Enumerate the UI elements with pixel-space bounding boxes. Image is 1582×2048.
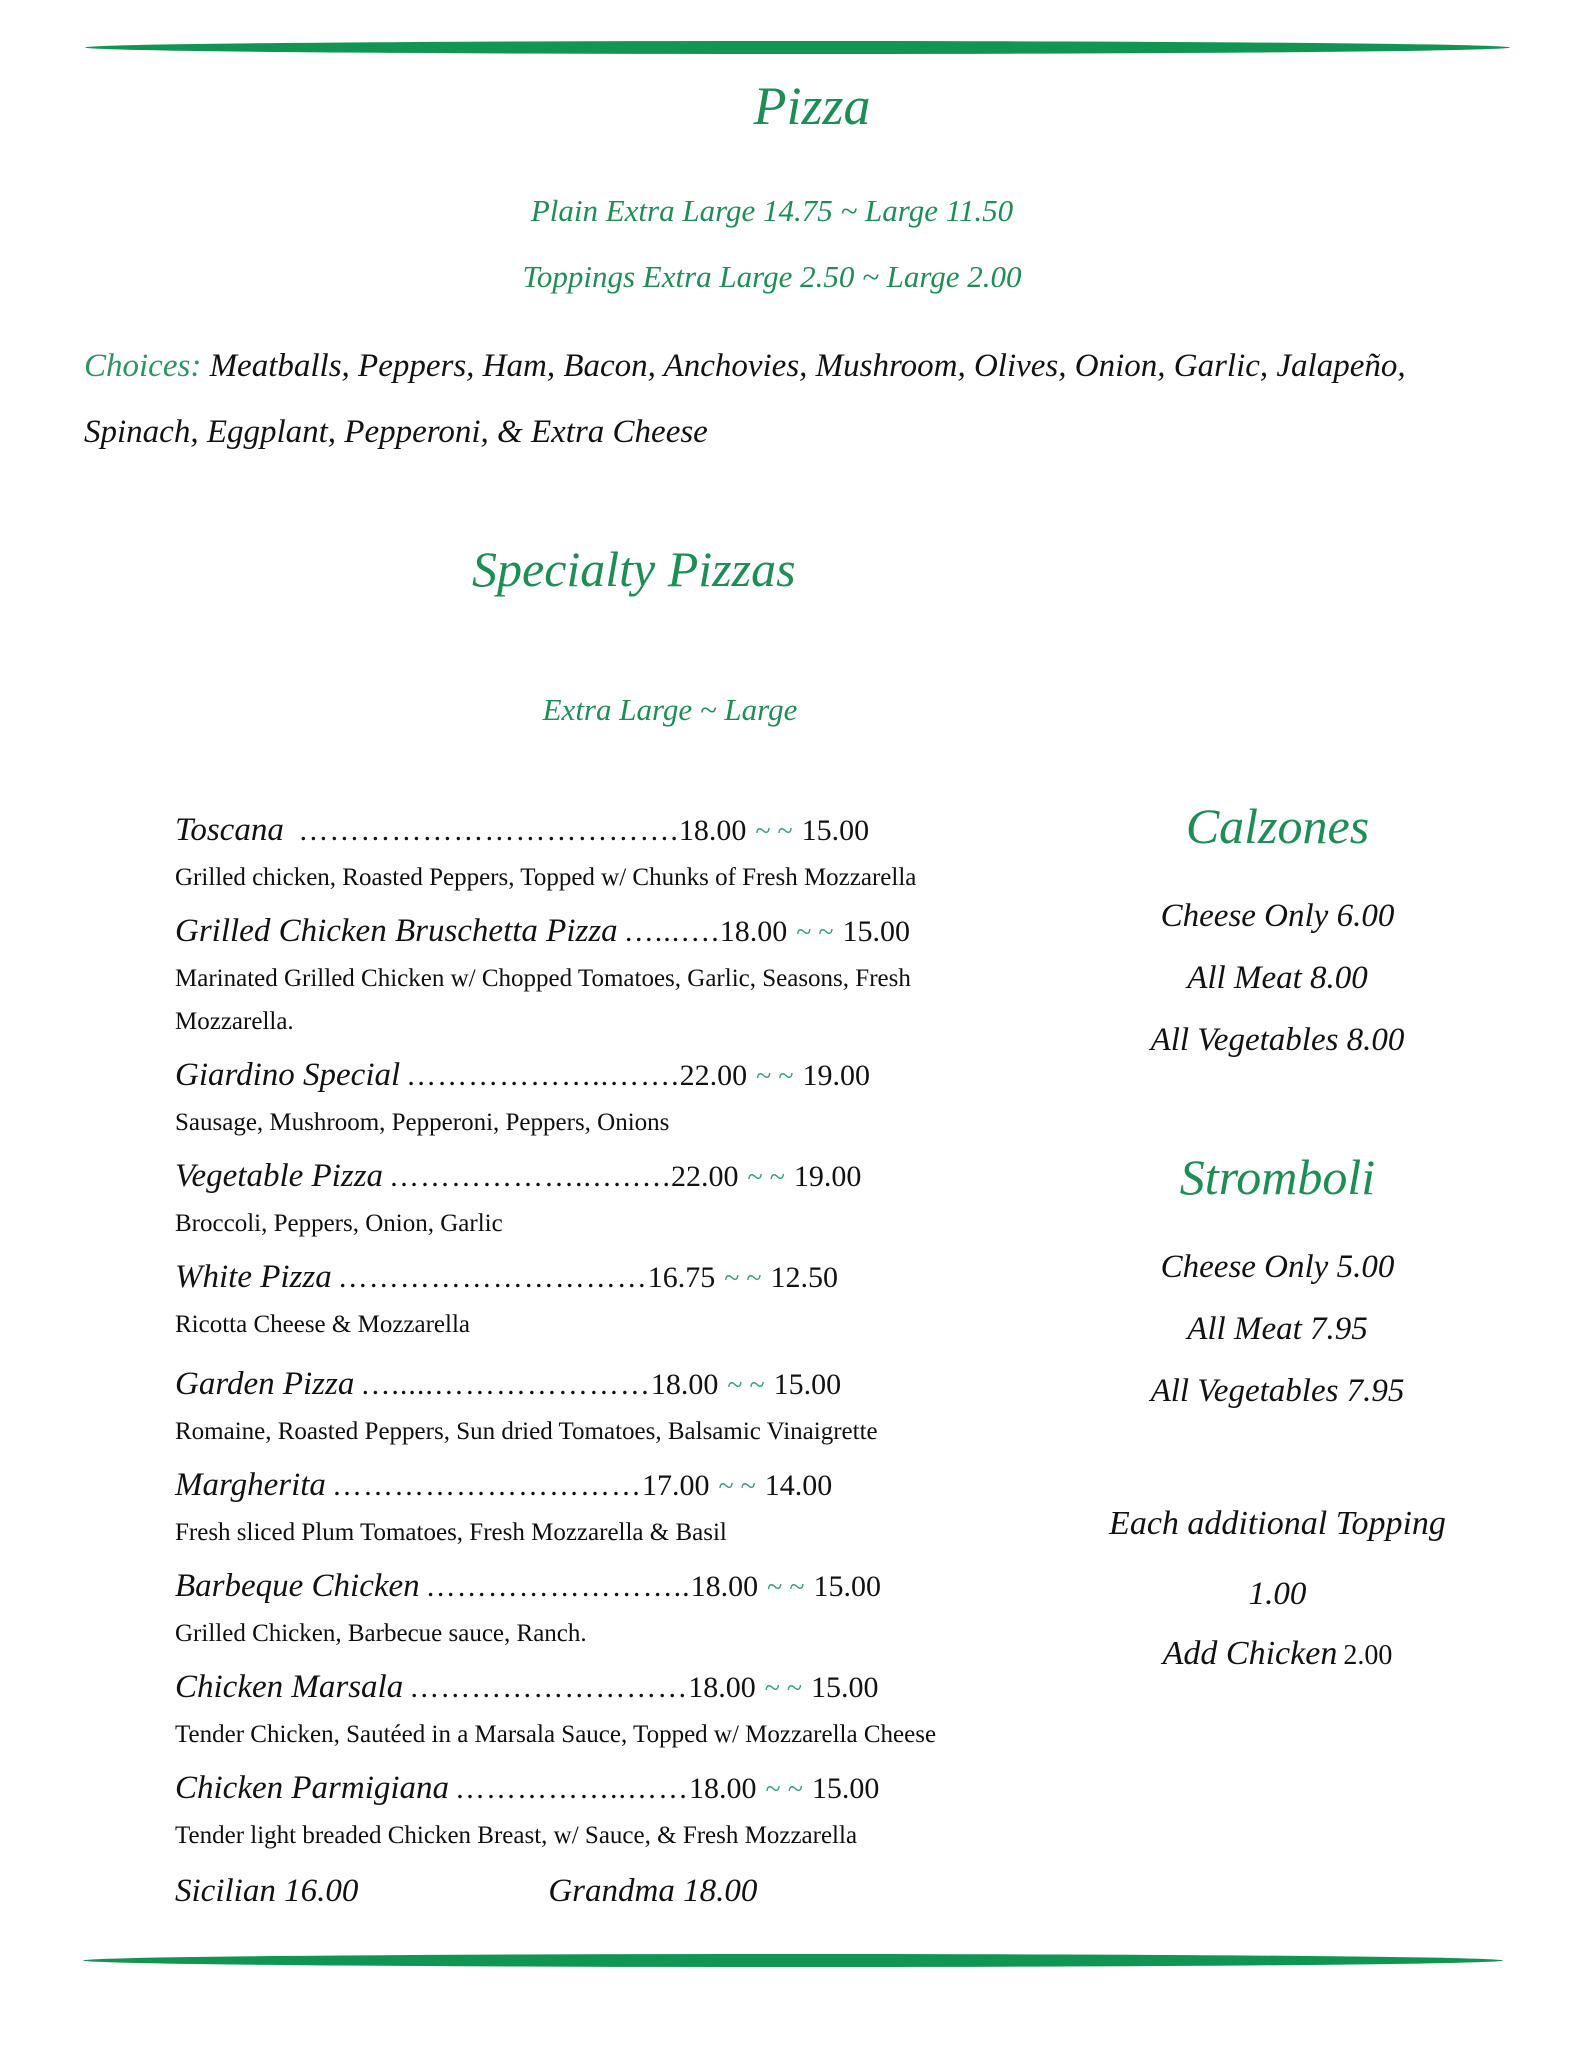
- dot-leader: ……………..……: [455, 1772, 690, 1805]
- pan-pizza-line: [175, 1867, 950, 1915]
- additional-topping-label: Each additional Topping: [1109, 1505, 1446, 1542]
- item-name: Garden Pizza: [175, 1366, 355, 1402]
- item-price-l: 15.00: [773, 1368, 842, 1401]
- stromboli-item: Cheese Only 5.00: [1160, 1249, 1395, 1285]
- menu-item-line: [175, 1051, 950, 1101]
- item-price-xl: 16.75: [647, 1261, 716, 1294]
- dot-leader: ….....…………………: [360, 1368, 651, 1401]
- item-price-xl: 18.00: [688, 1671, 756, 1704]
- item-name: Vegetable Pizza: [175, 1158, 384, 1194]
- stromboli-item: All Meat 7.95: [1187, 1311, 1368, 1347]
- item-description: Romaine, Roasted Peppers, Sun dried Tomatoes, Balsamic Vinaigrette: [175, 1418, 878, 1445]
- item-price-xl: 22.00: [679, 1059, 748, 1092]
- item-name: Chicken Parmigiana: [175, 1770, 450, 1806]
- item-description: Fresh sliced Plum Tomatoes, Fresh Mozzarella & Basil: [175, 1519, 727, 1546]
- extras-section: [1055, 1498, 1500, 1680]
- subtitle-toppings-prices: Toppings Extra Large 2.50 ~ Large 2.00: [522, 259, 1022, 294]
- menu-item-garden: [175, 1360, 950, 1453]
- subtitle-plain-wrap: [172, 193, 1372, 229]
- subtitle-toppings-wrap: [172, 259, 1372, 295]
- item-description: Grilled chicken, Roasted Peppers, Topped w/ Chunks of Fresh Mozzarella: [175, 864, 917, 891]
- item-price-xl: 17.00: [641, 1469, 710, 1502]
- item-description: Tender light breaded Chicken Breast, w/ Sauce, & Fresh Mozzarella: [175, 1822, 858, 1849]
- tilde-separator: ~ ~: [756, 1061, 794, 1092]
- dot-leader: ………………………: [409, 1671, 689, 1704]
- item-price-xl: 18.00: [690, 1570, 759, 1603]
- menu-item-toscana: [175, 806, 950, 899]
- item-price-l: 15.00: [811, 1671, 879, 1704]
- size-note: Extra Large ~ Large: [542, 692, 798, 727]
- item-price-l: 15.00: [842, 915, 910, 948]
- choices-label: Choices:: [84, 348, 202, 384]
- stromboli-heading: Stromboli: [1179, 1149, 1376, 1205]
- add-chicken-price: 2.00: [1343, 1640, 1393, 1671]
- item-description: Ricotta Cheese & Mozzarella: [175, 1311, 471, 1338]
- menu-item-margherita: [175, 1461, 950, 1554]
- menu-item-line: [175, 907, 950, 957]
- dot-leader: …...….: [623, 915, 720, 948]
- menu-item-line: [175, 1663, 950, 1713]
- item-price-xl: 22.00: [671, 1160, 739, 1193]
- menu-item-line: [175, 1461, 950, 1511]
- item-description: Tender Chicken, Sautéed in a Marsala Sauce, Topped w/ Mozzarella Cheese: [175, 1721, 937, 1748]
- subtitle-plain-prices: Plain Extra Large 14.75 ~ Large 11.50: [530, 193, 1014, 228]
- grandma-item: Grandma 18.00: [548, 1873, 758, 1909]
- item-price-xl: 18.00: [678, 814, 747, 847]
- item-name: Margherita: [175, 1467, 326, 1503]
- calzone-item: All Meat 8.00: [1187, 960, 1368, 996]
- toppings-choices: [84, 333, 1524, 465]
- item-price-l: 15.00: [811, 1772, 880, 1805]
- tilde-separator: ~ ~: [727, 1370, 765, 1401]
- tilde-separator: ~ ~: [796, 917, 834, 948]
- tilde-separator: ~ ~: [724, 1263, 762, 1294]
- specialty-pizzas-heading: Specialty Pizzas: [472, 541, 796, 597]
- item-price-l: 19.00: [802, 1059, 870, 1092]
- dot-leader: ……………………..: [425, 1570, 691, 1603]
- stromboli-section: [1055, 1146, 1500, 1422]
- top-divider: [85, 41, 1510, 54]
- item-name: White Pizza: [175, 1259, 332, 1295]
- item-name: Barbeque Chicken: [175, 1568, 420, 1604]
- menu-item-line: [175, 1562, 950, 1612]
- menu-item-line: [175, 1152, 950, 1202]
- menu-item-line: [175, 806, 950, 856]
- menu-item-giardino: [175, 1051, 950, 1144]
- add-chicken-line: [1055, 1630, 1500, 1680]
- sicilian-item: Sicilian 16.00: [175, 1873, 359, 1909]
- item-price-xl: 18.00: [650, 1368, 719, 1401]
- item-price-l: 19.00: [793, 1160, 862, 1193]
- page-title: Pizza: [753, 76, 871, 136]
- menu-item-line: [175, 1764, 950, 1814]
- calzones-heading: Calzones: [1185, 798, 1370, 854]
- tilde-separator: ~ ~: [755, 816, 793, 847]
- calzones-section: [1055, 795, 1500, 1071]
- dot-leader: ………………..…….: [406, 1059, 680, 1092]
- menu-item-bruschetta: [175, 907, 950, 1043]
- item-name: Giardino Special: [175, 1057, 401, 1093]
- tilde-separator: ~ ~: [767, 1572, 805, 1603]
- item-description: Sausage, Mushroom, Pepperoni, Peppers, Onions: [175, 1109, 670, 1136]
- item-price-l: 12.50: [770, 1261, 839, 1294]
- tilde-separator: ~ ~: [765, 1774, 803, 1805]
- calzone-item: Cheese Only 6.00: [1160, 898, 1395, 934]
- item-price-xl: 18.00: [689, 1772, 757, 1805]
- dot-leader: ………………..….….: [389, 1160, 672, 1193]
- menu-item-line: [175, 1253, 950, 1303]
- menu-item-chicken-marsala: [175, 1663, 950, 1756]
- menu-item-vegetable: [175, 1152, 950, 1245]
- item-name: Grilled Chicken Bruschetta Pizza: [175, 913, 618, 949]
- specialty-items-column: [175, 806, 950, 1915]
- item-name: Chicken Marsala: [175, 1669, 404, 1705]
- dot-leader: …………………………: [337, 1261, 648, 1294]
- item-description: Marinated Grilled Chicken w/ Chopped Tomatoes, Garlic, Seasons, Fresh Mozzarella.: [175, 965, 911, 1035]
- item-price-l: 15.00: [813, 1570, 881, 1603]
- item-description: Grilled Chicken, Barbecue sauce, Ranch.: [175, 1620, 587, 1647]
- tilde-separator: ~ ~: [764, 1673, 803, 1704]
- item-price-xl: 18.00: [719, 915, 788, 948]
- right-column: [1055, 795, 1500, 1680]
- item-name: Toscana: [175, 812, 284, 848]
- item-price-l: 14.00: [764, 1469, 833, 1502]
- menu-item-barbeque-chicken: [175, 1562, 950, 1655]
- add-chicken-label: Add Chicken: [1162, 1635, 1338, 1672]
- stromboli-item: All Vegetables 7.95: [1150, 1373, 1405, 1409]
- title-wrap: [212, 76, 1412, 136]
- item-description: Broccoli, Peppers, Onion, Garlic: [175, 1210, 503, 1237]
- tilde-separator: ~ ~: [747, 1162, 785, 1193]
- menu-item-line: [175, 1360, 950, 1410]
- choices-list: Meatballs, Peppers, Ham, Bacon, Anchovies, Mushroom, Olives, Onion, Garlic, Jalapeño, Spinach, Eggplant, Pepperoni, & Extra Cheese: [84, 348, 1406, 450]
- menu-item-white-pizza: [175, 1253, 950, 1346]
- dot-leader: …………………………: [331, 1469, 642, 1502]
- calzone-item: All Vegetables 8.00: [1150, 1022, 1405, 1058]
- dot-leader: ……………………………….: [289, 814, 679, 847]
- additional-topping-price: 1.00: [1248, 1576, 1307, 1612]
- tilde-separator: ~ ~: [718, 1471, 756, 1502]
- size-note-wrap: [70, 692, 1270, 728]
- bottom-divider: [83, 1954, 1503, 1967]
- item-price-l: 15.00: [801, 814, 870, 847]
- menu-item-chicken-parmigiana: [175, 1764, 950, 1857]
